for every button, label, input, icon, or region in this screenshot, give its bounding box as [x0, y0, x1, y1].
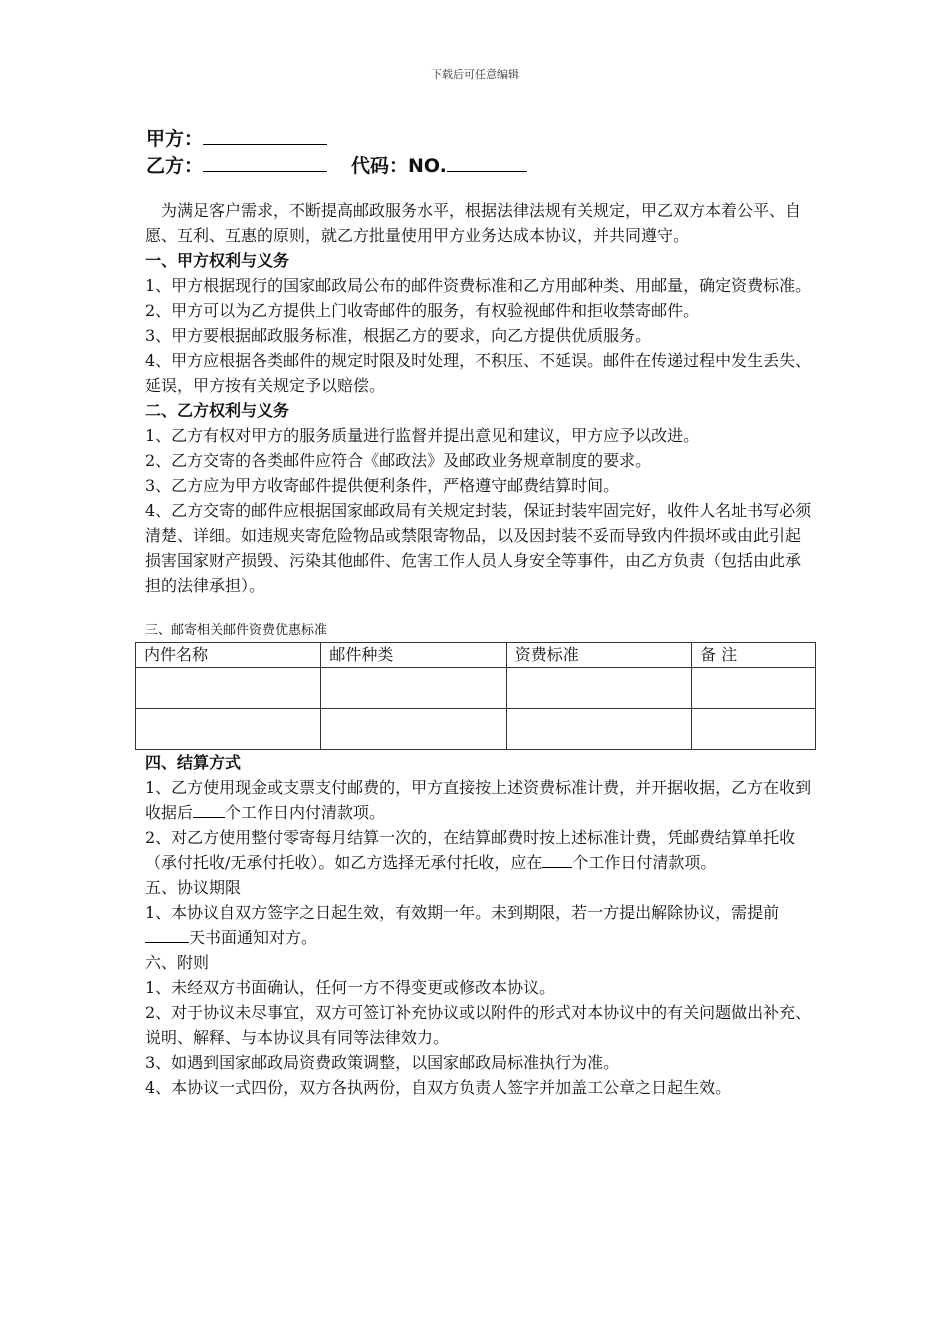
rates-table [135, 642, 816, 750]
table-header-cell: 资费标准 [506, 643, 691, 668]
table-cell [506, 668, 691, 709]
section6-item: 4、本协议一式四份，双方各执两份，自双方负责人签字并加盖工公章之日起生效。 [145, 1078, 732, 1097]
table-cell [692, 668, 816, 709]
intro-paragraph: 为满足客户需求，不断提高邮政服务水平，根据法律法规有关规定，甲乙双方本着公平、自愿、互利、互惠的原则，就乙方批量使用甲方业务达成本协议，并共同遵守。 [145, 201, 802, 245]
party-a-label: 甲方： [146, 128, 204, 150]
section5-item1-text: 1、本协议自双方签字之日起生效，有效期一年。未到期限，若一方提出解除协议，需提前 [145, 903, 780, 922]
table-cell [692, 709, 816, 750]
section4-item1-tail: 个工作日内付清款项。 [225, 803, 386, 822]
table-header-row [136, 643, 816, 668]
section5-item1-tail: 天书面通知对方。 [189, 928, 318, 947]
section6-item: 3、如遇到国家邮政局资费政策调整，以国家邮政局标准执行为准。 [145, 1053, 620, 1072]
section6-item: 2、对于协议未尽事宜，双方可签订补充协议或以附件的形式对本协议中的有关问题做出补充、说明、解释、与本协议具有同等法律效力。 [145, 1003, 812, 1047]
section6-title: 六、附则 [145, 953, 210, 972]
agreement-body [145, 198, 815, 1100]
table-cell [136, 709, 321, 750]
section4-item2-text: 2、对乙方使用整付零寄每月结算一次的，在结算邮费时按上述标准计费，凭邮费结算单托收（承付托收/无承付托收）。如乙方选择无承付托收，应在 [145, 828, 796, 872]
section5-item [145, 900, 815, 950]
code-label: 代码：NO. [351, 155, 447, 177]
section2-item: 4、乙方交寄的邮件应根据国家邮政局有关规定封装，保证封装牢固完好，收件人名址书写必须清楚、详细。如违规夹寄危险物品或禁限寄物品，以及因封装不妥而导致内件损坏或由此引起损害国家财产损毁、污染其他邮件、危害工作人员人身安全等事件，由乙方负责（包括由此承担的法律承担）。 [145, 501, 812, 595]
notice-days-blank [145, 926, 189, 943]
days-blank [542, 851, 572, 868]
section1-item: 4、甲方应根据各类邮件的规定时限及时处理，不积压、不延误。邮件在传递过程中发生丢失、延误，甲方按有关规定予以赔偿。 [145, 351, 812, 395]
section1-item: 3、甲方要根据邮政服务标准，根据乙方的要求，向乙方提供优质服务。 [145, 326, 652, 345]
section6-item: 1、未经双方书面确认，任何一方不得变更或修改本协议。 [145, 978, 556, 997]
table-cell [321, 709, 506, 750]
table-header-cell: 内件名称 [136, 643, 321, 668]
section4-item2-tail: 个工作日付清款项。 [572, 853, 717, 872]
table-cell [321, 668, 506, 709]
section2-item: 2、乙方交寄的各类邮件应符合《邮政法》及邮政业务规章制度的要求。 [145, 451, 652, 470]
table-header-cell: 备 注 [692, 643, 816, 668]
section4-title: 四、结算方式 [145, 753, 242, 772]
section1-title: 一、甲方权利与义务 [145, 251, 290, 270]
party-b-label: 乙方： [146, 155, 204, 177]
party-b-blank [203, 151, 327, 172]
code-blank [447, 151, 527, 172]
table-cell [136, 668, 321, 709]
table-row [136, 668, 816, 709]
section3-title: 三、邮寄相关邮件资费优惠标准 [145, 623, 328, 638]
section2-title: 二、乙方权利与义务 [145, 401, 290, 420]
party-a-blank [203, 124, 327, 145]
section2-item: 3、乙方应为甲方收寄邮件提供便利条件，严格遵守邮费结算时间。 [145, 476, 620, 495]
party-a-line [146, 124, 527, 151]
section4-item1-text: 1、乙方使用现金或支票支付邮费的，甲方直接按上述资费标准计费，并开据收据，乙方在收到收据后 [145, 778, 812, 822]
section4-item [145, 775, 815, 825]
party-block [146, 124, 527, 178]
section1-item: 2、甲方可以为乙方提供上门收寄邮件的服务，有权验视邮件和拒收禁寄邮件。 [145, 301, 700, 320]
section4-item [145, 825, 815, 875]
party-b-line [146, 151, 527, 178]
days-blank [193, 801, 225, 818]
table-cell [506, 709, 691, 750]
section5-title: 五、协议期限 [145, 878, 242, 897]
section2-item: 1、乙方有权对甲方的服务质量进行监督并提出意见和建议，甲方应予以改进。 [145, 426, 700, 445]
table-row [136, 709, 816, 750]
table-header-cell: 邮件种类 [321, 643, 506, 668]
header-note: 下载后可任意编辑 [431, 68, 519, 81]
section1-item: 1、甲方根据现行的国家邮政局公布的邮件资费标准和乙方用邮种类、用邮量，确定资费标准。 [145, 276, 812, 295]
